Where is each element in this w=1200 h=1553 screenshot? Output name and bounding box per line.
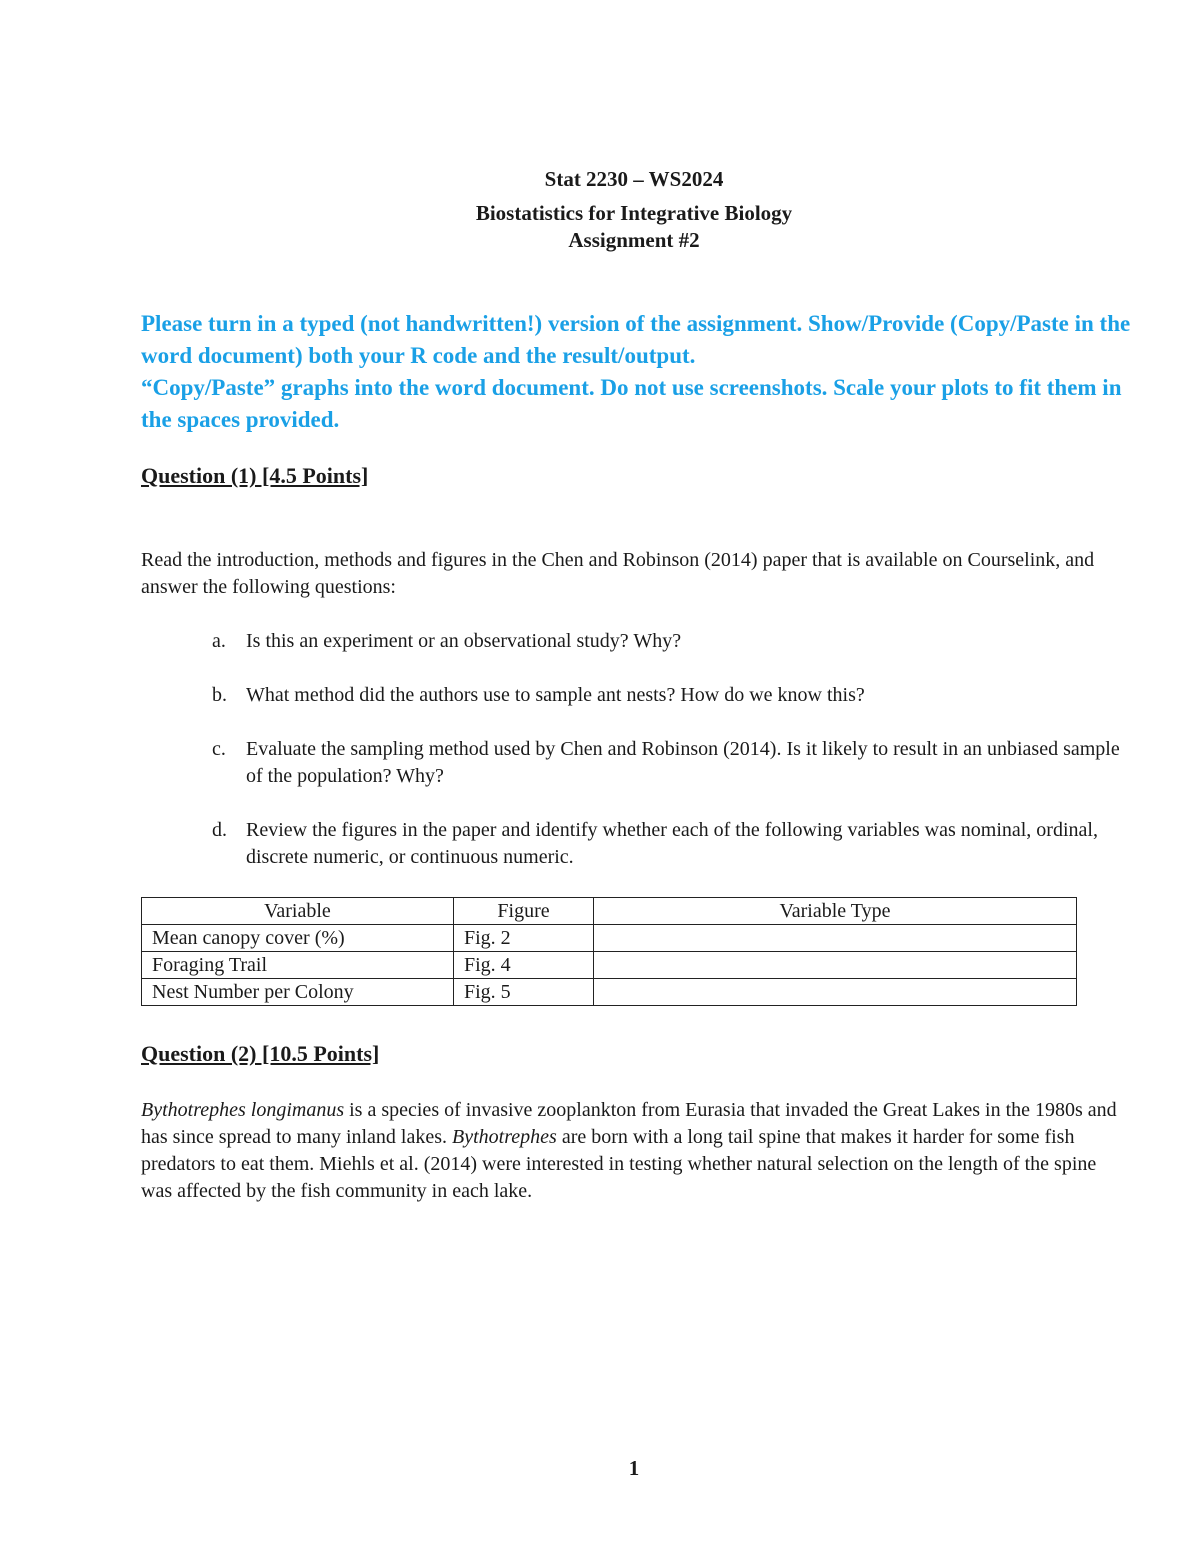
table-cell-answer[interactable]: [594, 925, 1077, 952]
table-cell: Foraging Trail: [142, 952, 454, 979]
course-name: Biostatistics for Integrative Biology: [475, 201, 793, 225]
subquestion-a: [212, 628, 1132, 655]
instructions-block: [141, 308, 1141, 436]
table-cell: Nest Number per Colony: [142, 979, 454, 1006]
genus-name: Bythotrephes: [452, 1126, 557, 1148]
table-cell: Fig. 4: [454, 952, 594, 979]
table-header: Figure: [454, 898, 594, 925]
course-title: [0, 166, 1200, 193]
subquestion-c: [212, 736, 1132, 790]
table-header-row: [142, 898, 1077, 925]
question-2-body: [141, 1097, 1121, 1205]
subquestion-letter: b.: [212, 684, 227, 706]
table-header: Variable Type: [594, 898, 1077, 925]
table-cell: Fig. 5: [454, 979, 594, 1006]
instructions-line-2: “Copy/Paste” graphs into the word document. Do not use screenshots. Scale your plots to fit them in the spaces provided.: [141, 375, 1122, 432]
table-row: [142, 979, 1077, 1006]
subquestion-letter: a.: [212, 630, 226, 652]
page-number: 1: [628, 1456, 640, 1480]
table-cell-answer[interactable]: [594, 952, 1077, 979]
course-subtitle: [0, 200, 1200, 227]
question-2-heading: Question (2) [10.5 Points]: [141, 1041, 380, 1066]
subquestion-text: Evaluate the sampling method used by Chen and Robinson (2014). Is it likely to result in an unbiased sample of the population? Why?: [246, 738, 1120, 787]
question-1-heading: Question (1) [4.5 Points]: [141, 463, 369, 488]
subquestion-text: Is this an experiment or an observational study? Why?: [246, 630, 682, 652]
subquestion-letter: d.: [212, 819, 227, 841]
subquestion-b: [212, 682, 1132, 709]
question-2-text-a: is a species of invasive zooplankton from Eurasia that invaded the Great Lakes in the 1980s and has since spread to many inland lakes.: [141, 1099, 1117, 1148]
table-cell: Fig. 2: [454, 925, 594, 952]
question-1-intro: Read the introduction, methods and figures in the Chen and Robinson (2014) paper that is available on Courselink, and answer the following questions:: [141, 549, 1095, 598]
species-name: Bythotrephes longimanus: [141, 1099, 345, 1121]
instructions-line-1: Please turn in a typed (not handwritten!) version of the assignment. Show/Provide (Copy/Paste in the word document) both your R code and the result/output.: [141, 311, 1131, 368]
table-row: [142, 952, 1077, 979]
assignment-number: Assignment #2: [568, 228, 700, 252]
subquestion-d: [212, 817, 1132, 871]
subquestion-text: What method did the authors use to sample ant nests? How do we know this?: [246, 684, 865, 706]
table-row: [142, 925, 1077, 952]
table-cell: Mean canopy cover (%): [142, 925, 454, 952]
question-2-text-b: are born with a long tail spine that makes it harder for some fish predators to eat them. Miehls et al. (2014) were interested in testing whether natural selection on the length of the spine was affected by the fish community in each lake.: [141, 1126, 1097, 1202]
subquestion-letter: c.: [212, 738, 226, 760]
subquestion-text: Review the figures in the paper and identify whether each of the following variables was nominal, ordinal, discrete numeric, or continuous numeric.: [246, 819, 1098, 868]
course-code: Stat 2230 – WS2024: [544, 167, 724, 191]
variable-table: [141, 897, 1077, 1006]
table-cell-answer[interactable]: [594, 979, 1077, 1006]
assignment-title: [0, 227, 1200, 254]
table-header: Variable: [142, 898, 454, 925]
